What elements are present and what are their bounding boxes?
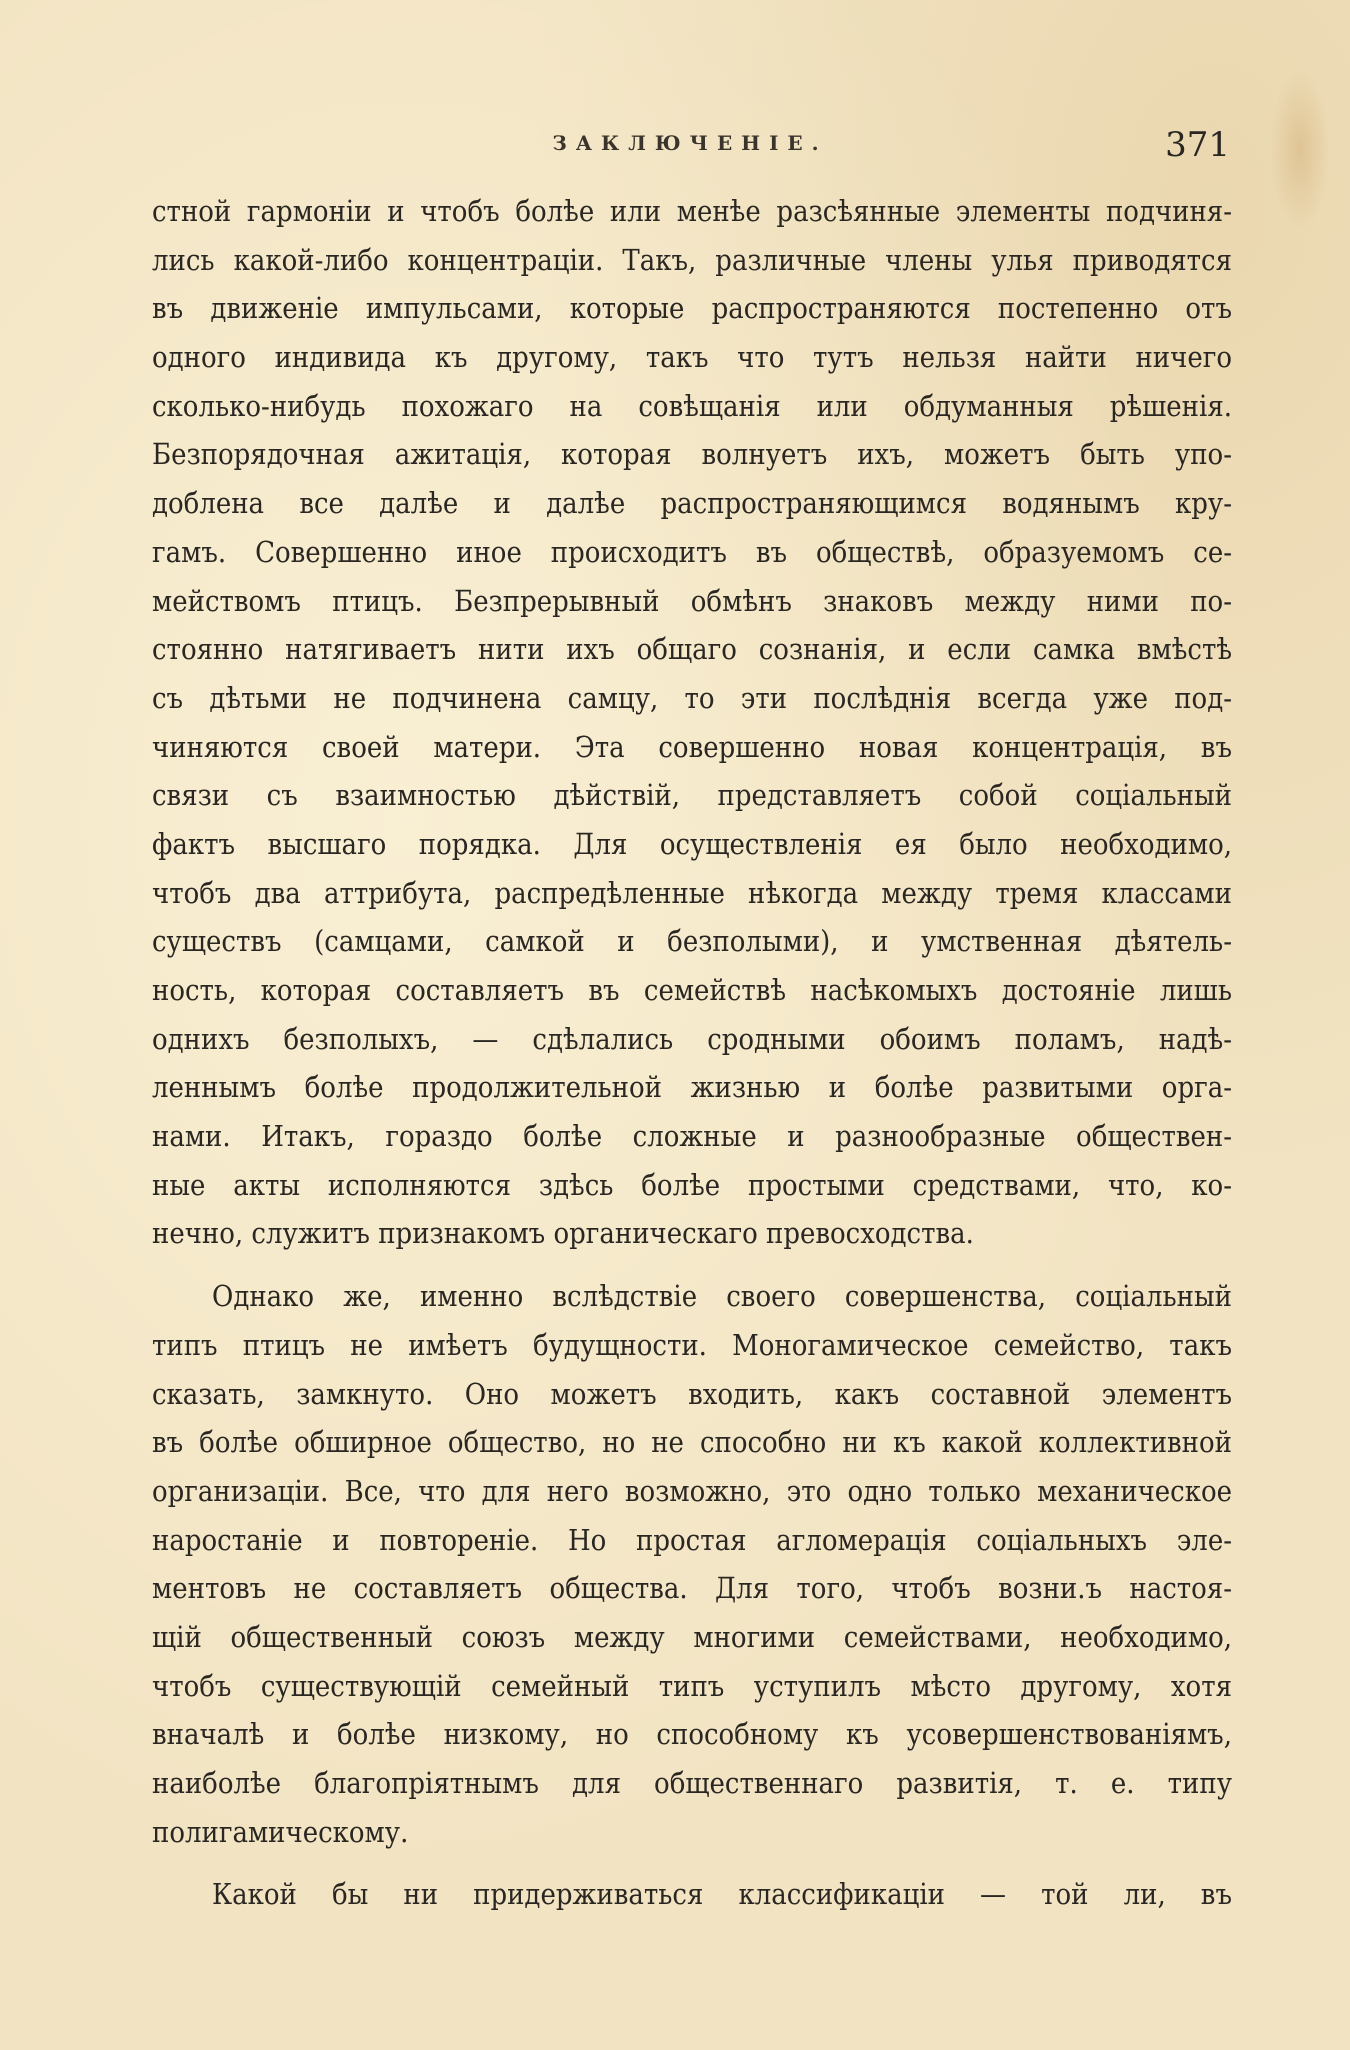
text-line: чтобъ два аттрибута, распредѣленные нѣкогда между тремя классами — [152, 876, 1232, 911]
text-line: доблена все далѣе и далѣе распространяющимся водянымъ кру- — [152, 487, 1232, 521]
text-line: однихъ безполыхъ, — сдѣлались сродными обоимъ поламъ, надѣ- — [152, 1022, 1232, 1057]
text-line: Безпорядочная ажитація, которая волнуетъ ихъ, можетъ быть упо- — [152, 438, 1232, 473]
text-line: наростаніе и повтореніе. Но простая агломерація соціальныхъ эле- — [152, 1523, 1232, 1558]
text-line: ментовъ не составляетъ общества. Для того, чтобъ возни.ъ настоя- — [152, 1572, 1232, 1607]
text-line: существъ (самцами, самкой и безполыми), и умственная дѣятель- — [152, 925, 1232, 960]
paper-stain — [1270, 70, 1330, 230]
text-line: съ дѣтьми не подчинена самцу, то эти послѣднія всегда уже под- — [152, 682, 1232, 716]
text-line: стоянно натягиваетъ нити ихъ общаго сознанія, и если самка вмѣстѣ — [152, 633, 1232, 667]
text-line: Однако же, именно вслѣдствіе своего совершенства, соціальный — [212, 1280, 1232, 1314]
text-line: въ движеніе импульсами, которые распространяются постепенно отъ — [152, 292, 1232, 327]
text-line: мействомъ птицъ. Безпрерывный обмѣнъ знаковъ между ними по- — [152, 584, 1232, 619]
text-line: организаціи. Все, что для него возможно, это одно только механическое — [152, 1475, 1232, 1509]
text-line: гамъ. Совершенно иное происходитъ въ обществѣ, образуемомъ се- — [152, 535, 1232, 570]
page-number: 371 — [1165, 125, 1230, 165]
paragraph-2 — [152, 1273, 1232, 1857]
text-line: щій общественный союзъ между многими семействами, необходимо, — [152, 1621, 1232, 1655]
text-line: нечно, служитъ признакомъ органическаго превосходства. — [152, 1217, 974, 1252]
text-line: чтобъ существующій семейный типъ уступилъ мѣсто другому, хотя — [152, 1669, 1232, 1704]
text-line: одного индивида къ другому, такъ что тутъ нельзя найти ничего — [152, 341, 1232, 375]
text-line: фактъ высшаго порядка. Для осуществленія ея было необходимо, — [152, 828, 1232, 862]
text-line: ность, которая составляетъ въ семействѣ насѣкомыхъ достояніе лишь — [152, 974, 1232, 1008]
text-line: наиболѣе благопріятнымъ для общественнаго развитія, т. е. типу — [152, 1767, 1232, 1801]
text-line: ные акты исполняются здѣсь болѣе простыми средствами, что, ко- — [152, 1168, 1232, 1203]
chapter-title: ЗАКЛЮЧЕНІЕ. — [552, 131, 828, 155]
paragraph-1 — [152, 188, 1232, 1259]
text-line: въ болѣе обширное общество, но не способно ни къ какой коллективной — [152, 1426, 1232, 1460]
body-text — [152, 188, 1232, 1920]
text-line: сказать, замкнуто. Оно можетъ входить, какъ составной элементъ — [152, 1377, 1232, 1412]
text-line: сколько-нибудь похожаго на совѣщанія или обдуманныя рѣшенія. — [152, 389, 1232, 424]
running-head — [150, 125, 1230, 165]
text-line: чиняются своей матери. Эта совершенно новая концентрація, въ — [152, 730, 1232, 765]
text-line: нами. Итакъ, гораздо болѣе сложные и разнообразные обществен- — [152, 1120, 1232, 1154]
text-line: полигамическому. — [152, 1815, 409, 1850]
text-line: связи съ взаимностью дѣйствій, представляетъ собой соціальный — [152, 779, 1232, 814]
text-line: стной гармоніи и чтобъ болѣе или менѣе разсѣянные элементы подчиня- — [152, 195, 1232, 229]
text-line: лись какой-либо концентраціи. Такъ, различные члены улья приводятся — [152, 243, 1232, 278]
text-line: вначалѣ и болѣе низкому, но способному къ усовершенствованіямъ, — [152, 1718, 1232, 1753]
text-line: типъ птицъ не имѣетъ будущности. Моногамическое семейство, такъ — [152, 1328, 1232, 1363]
text-line: Какой бы ни придерживаться классификаціи — той ли, въ — [212, 1878, 1232, 1913]
paragraph-3 — [152, 1871, 1232, 1920]
text-line: леннымъ болѣе продолжительной жизнью и болѣе развитыми орга- — [152, 1071, 1232, 1106]
